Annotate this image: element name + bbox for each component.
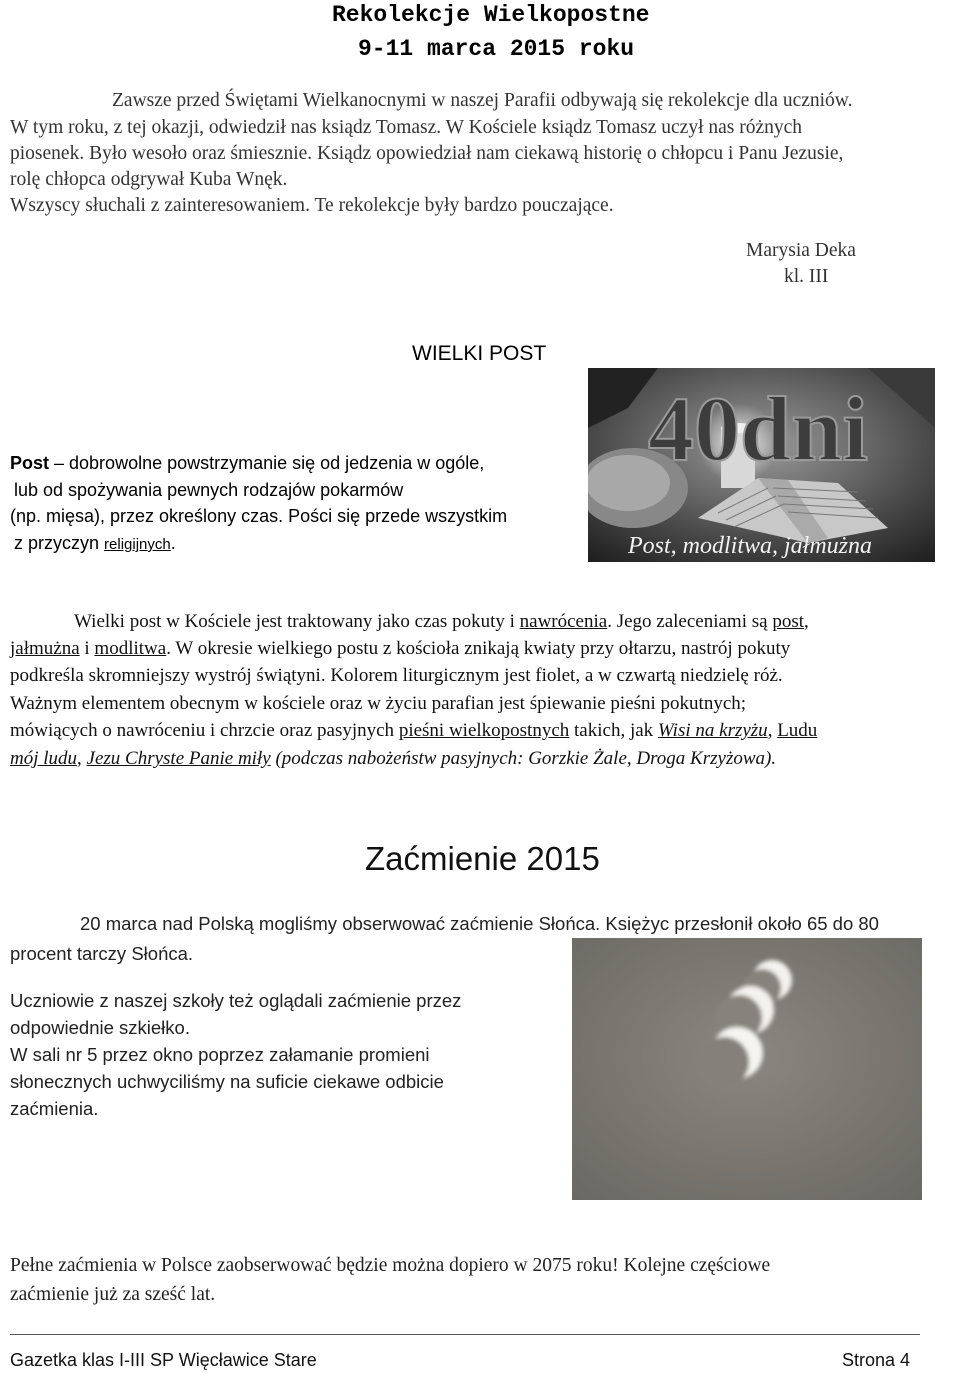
full-eclipse-line-2: zaćmienie już za sześć lat. [10, 1284, 216, 1305]
link-post[interactable]: post [772, 611, 805, 632]
article-title: Rekolekcje Wielkopostne [332, 2, 650, 28]
wp-paragraph-line-2 [10, 635, 790, 662]
wp-text: mówiących o nawróceniu i chrzcie oraz pasyjnych [10, 720, 399, 741]
section-title-zacmienie: Zaćmienie 2015 [365, 840, 600, 877]
post-definition-text: . [170, 533, 176, 553]
link-ludu[interactable]: Ludu [777, 720, 818, 741]
eclipse-reflection-photo [572, 938, 922, 1200]
post-term: Post [10, 453, 50, 473]
article-date: 9-11 marca 2015 roku [358, 36, 635, 62]
post-definition-text: – dobrowolne powstrzymanie się od jedzenia w ogóle, [49, 453, 485, 473]
author-name: Marysia Deka [746, 240, 856, 261]
link-religijnych[interactable]: religijnych [104, 536, 171, 553]
rekolekcje-line-4: rolę chłopca odgrywał Kuba Wnęk. [10, 169, 288, 190]
footer-divider [10, 1334, 920, 1335]
rekolekcje-line-3: piosenek. Było wesoło oraz śmiesznie. Ksiądz opowiedział nam ciekawą historię o chłopcu i Panu Jezusie, [10, 143, 844, 164]
zac-line-4: odpowiednie szkiełko. [10, 1017, 190, 1038]
post-definition-line-4 [14, 530, 176, 559]
wp-paragraph-line-4: Ważnym elementem obecnym w kościele oraz w życiu parafian jest śpiewanie pieśni pokutnych; [10, 693, 747, 714]
rekolekcje-line-2: W tym roku, z tej okazji, odwiedził nas ksiądz Tomasz. W Kościele ksiądz Tomasz uczył nas różnych [10, 117, 803, 138]
wp-text: . Jego zaleceniami są [607, 611, 773, 632]
rekolekcje-line-5: Wszyscy słuchali z zainteresowaniem. Te rekolekcje były bardzo pouczające. [10, 195, 614, 216]
wp-paragraph-line-1 [74, 608, 809, 635]
wp-paragraph-line-3: podkreśla skromniejszy wystrój świątyni. Kolorem liturgicznym jest fiolet, a w czwartą niedzielę róż. [10, 665, 783, 686]
link-jezu-chryste[interactable]: Jezu Chryste Panie miły [86, 748, 271, 769]
zac-line-5: W sali nr 5 przez okno poprzez załamanie promieni [10, 1044, 430, 1065]
image-40-number: 40dni [648, 378, 868, 480]
link-moj-ludu[interactable]: mój ludu [10, 748, 78, 769]
zac-line-7: zaćmienia. [10, 1098, 99, 1119]
post-definition-line-3: (np. mięsa), przez określony czas. Pości się przede wszystkim [10, 506, 508, 526]
wp-text: (podczas nabożeństw pasyjnych: Gorzkie Żale, Droga Krzyżowa). [270, 748, 777, 769]
image-caption: Post, modlitwa, jałmużna [628, 533, 873, 559]
author-class: kl. III [784, 266, 829, 287]
wp-text: takich, jak [569, 720, 658, 741]
lent-40-days-image [588, 368, 935, 562]
wp-text: , [804, 611, 809, 632]
wp-text: . W okresie wielkiego postu z kościoła znikają kwiaty przy ołtarzu, nastrój pokuty [166, 638, 791, 659]
post-definition-line-2: lub od spożywania pewnych rodzajów pokarmów [14, 480, 404, 500]
wp-text: i [79, 638, 95, 659]
wp-text: , [767, 720, 778, 741]
link-wisi-na-krzyzu[interactable]: Wisi na krzyżu [657, 720, 768, 741]
link-modlitwa[interactable]: modlitwa [94, 638, 167, 659]
footer-page-number: Strona 4 [842, 1350, 911, 1370]
post-definition-text: z przyczyn [14, 533, 105, 553]
full-eclipse-line-1: Pełne zaćmienia w Polsce zaobserwować będzie można dopiero w 2075 roku! Kolejne częściowe [10, 1255, 771, 1276]
zac-line-2: procent tarczy Słońca. [10, 943, 194, 964]
link-nawrocenia[interactable]: nawrócenia [519, 611, 608, 632]
link-jalmuzna[interactable]: jałmużna [10, 638, 80, 659]
zac-line-6: słonecznych uchwyciliśmy na suficie ciekawe odbicie [10, 1071, 444, 1092]
link-piesni-wielkopostne[interactable]: pieśni wielkopostnych [398, 720, 570, 741]
zac-line-1: 20 marca nad Polską mogliśmy obserwować zaćmienie Słońca. Księżyc przesłonił około 65 do 80 [80, 913, 879, 934]
wp-text: Wielki post w Kościele jest traktowany jako czas pokuty i [74, 611, 520, 632]
rekolekcje-line-1: Zawsze przed Świętami Wielkanocnymi w naszej Parafii odbywają się rekolekcje dla uczniów. [112, 90, 853, 111]
post-definition-line-1 [10, 450, 484, 477]
wp-paragraph-line-5 [10, 717, 817, 744]
section-title-wielki-post: WIELKI POST [412, 342, 547, 365]
footer-publication: Gazetka klas I-III SP Więcławice Stare [10, 1350, 317, 1370]
wp-text: , [77, 748, 87, 769]
zac-line-3: Uczniowie z naszej szkoły też oglądali zaćmienie przez [10, 990, 462, 1011]
wp-paragraph-line-6 [10, 745, 776, 772]
